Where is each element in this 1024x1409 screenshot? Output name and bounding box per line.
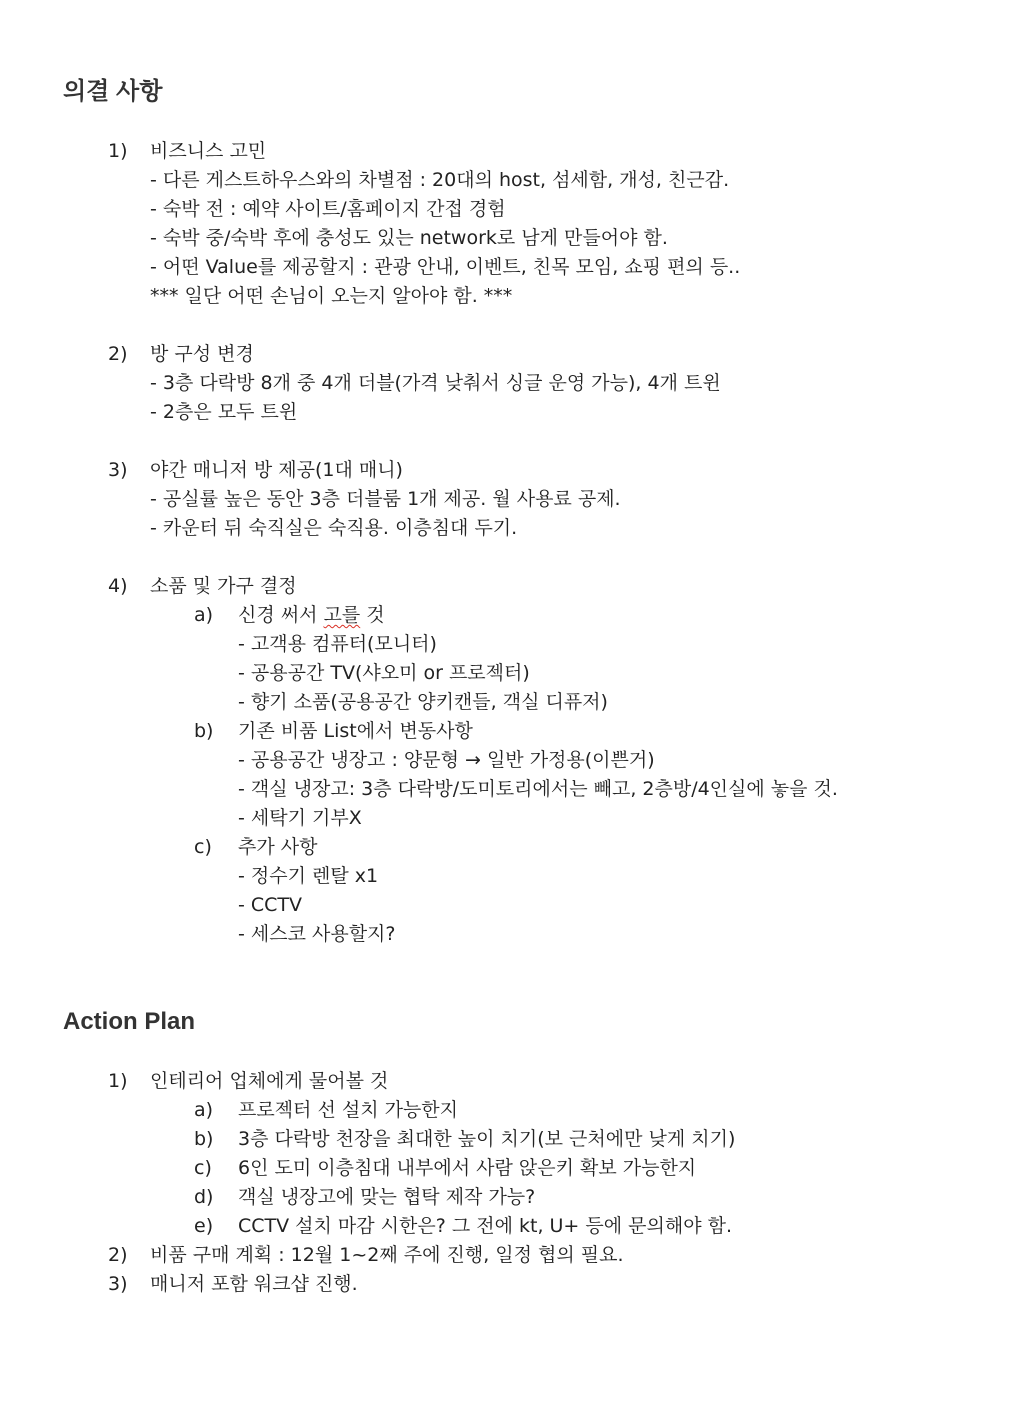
subitem-line: - 세탁기 기부X xyxy=(238,807,362,829)
item-line: - 공실률 높은 동안 3층 더블룸 1개 제공. 월 사용료 공제. xyxy=(150,488,621,510)
item-line: - 어떤 Value를 제공할지 : 관광 안내, 이벤트, 친목 모임, 쇼핑 편의 등.. xyxy=(150,256,741,278)
subitem-label: 프로젝터 선 설치 가능한지 xyxy=(238,1099,459,1121)
item-label: 방 구성 변경 xyxy=(150,343,254,365)
subitem-letter: a) xyxy=(194,604,214,626)
item-line: - 3층 다락방 8개 중 4개 더블(가격 낮춰서 싱글 운영 가능), 4개 트윈 xyxy=(150,372,721,394)
item-label: 야간 매니저 방 제공(1대 매니) xyxy=(150,459,403,481)
subitem-line: - 정수기 렌탈 x1 xyxy=(238,865,379,887)
item-number: 3) xyxy=(108,459,128,481)
subitem-line: - 고객용 컴퓨터(모니터) xyxy=(238,633,437,655)
spelling-flagged-word: 고를 xyxy=(323,604,361,626)
subitem-line: - CCTV xyxy=(238,894,303,916)
subitem-label: CCTV 설치 마감 시한은? 그 전에 kt, U+ 등에 문의해야 함. xyxy=(238,1215,732,1237)
item-label: 비즈니스 고민 xyxy=(150,140,267,162)
subitem-line: - 공용공간 TV(샤오미 or 프로젝터) xyxy=(238,662,530,684)
item-label: 비품 구매 계획 : 12월 1~2째 주에 진행, 일정 협의 필요. xyxy=(150,1244,624,1266)
subitem-label: 신경 써서 고를 것 xyxy=(238,604,385,626)
subitem-letter: c) xyxy=(194,836,212,858)
item-line: - 숙박 중/숙박 후에 충성도 있는 network로 남게 만들어야 함. xyxy=(150,227,668,249)
subitem-letter: c) xyxy=(194,1157,212,1179)
subitem-letter: b) xyxy=(194,1128,214,1150)
subitem-line: - 세스코 사용할지? xyxy=(238,923,396,945)
subitem-label: 객실 냉장고에 맞는 협탁 제작 가능? xyxy=(238,1186,536,1208)
item-line: - 다른 게스트하우스와의 차별점 : 20대의 host, 섬세함, 개성, 친근감. xyxy=(150,169,730,191)
item-number: 2) xyxy=(108,1244,128,1266)
item-line: - 카운터 뒤 숙직실은 숙직용. 이층침대 두기. xyxy=(150,517,518,539)
subitem-line: - 공용공간 냉장고 : 양문형 → 일반 가정용(이쁜거) xyxy=(238,749,655,771)
section-heading-action-plan: Action Plan xyxy=(63,1008,196,1035)
item-line: - 숙박 전 : 예약 사이트/홈페이지 간접 경험 xyxy=(150,198,506,220)
subitem-line: - 향기 소품(공용공간 양키캔들, 객실 디퓨저) xyxy=(238,691,608,713)
subitem-letter: b) xyxy=(194,720,214,742)
item-line: - 2층은 모두 트윈 xyxy=(150,401,298,423)
item-number: 4) xyxy=(108,575,128,597)
subitem-letter: d) xyxy=(194,1186,214,1208)
item-label: 매니저 포함 워크샵 진행. xyxy=(150,1273,358,1295)
subitem-letter: a) xyxy=(194,1099,214,1121)
item-line: *** 일단 어떤 손님이 오는지 알아야 함. *** xyxy=(150,285,513,307)
subitem-line: - 객실 냉장고: 3층 다락방/도미토리에서는 빼고, 2층방/4인실에 놓을 것. xyxy=(238,778,838,800)
item-number: 3) xyxy=(108,1273,128,1295)
item-label: 소품 및 가구 결정 xyxy=(150,575,297,597)
item-number: 2) xyxy=(108,343,128,365)
subitem-label: 추가 사항 xyxy=(238,836,318,858)
item-label: 인테리어 업체에게 물어볼 것 xyxy=(150,1070,389,1092)
subitem-label: 기존 비품 List에서 변동사항 xyxy=(238,720,473,742)
item-number: 1) xyxy=(108,140,128,162)
subitem-label: 6인 도미 이층침대 내부에서 사람 앉은키 확보 가능한지 xyxy=(238,1157,697,1179)
item-number: 1) xyxy=(108,1070,128,1092)
subitem-label: 3층 다락방 천장을 최대한 높이 치기(보 근처에만 낮게 치기) xyxy=(238,1128,736,1150)
subitem-letter: e) xyxy=(194,1215,214,1237)
section-heading-decisions: 의결 사항 xyxy=(63,78,163,105)
